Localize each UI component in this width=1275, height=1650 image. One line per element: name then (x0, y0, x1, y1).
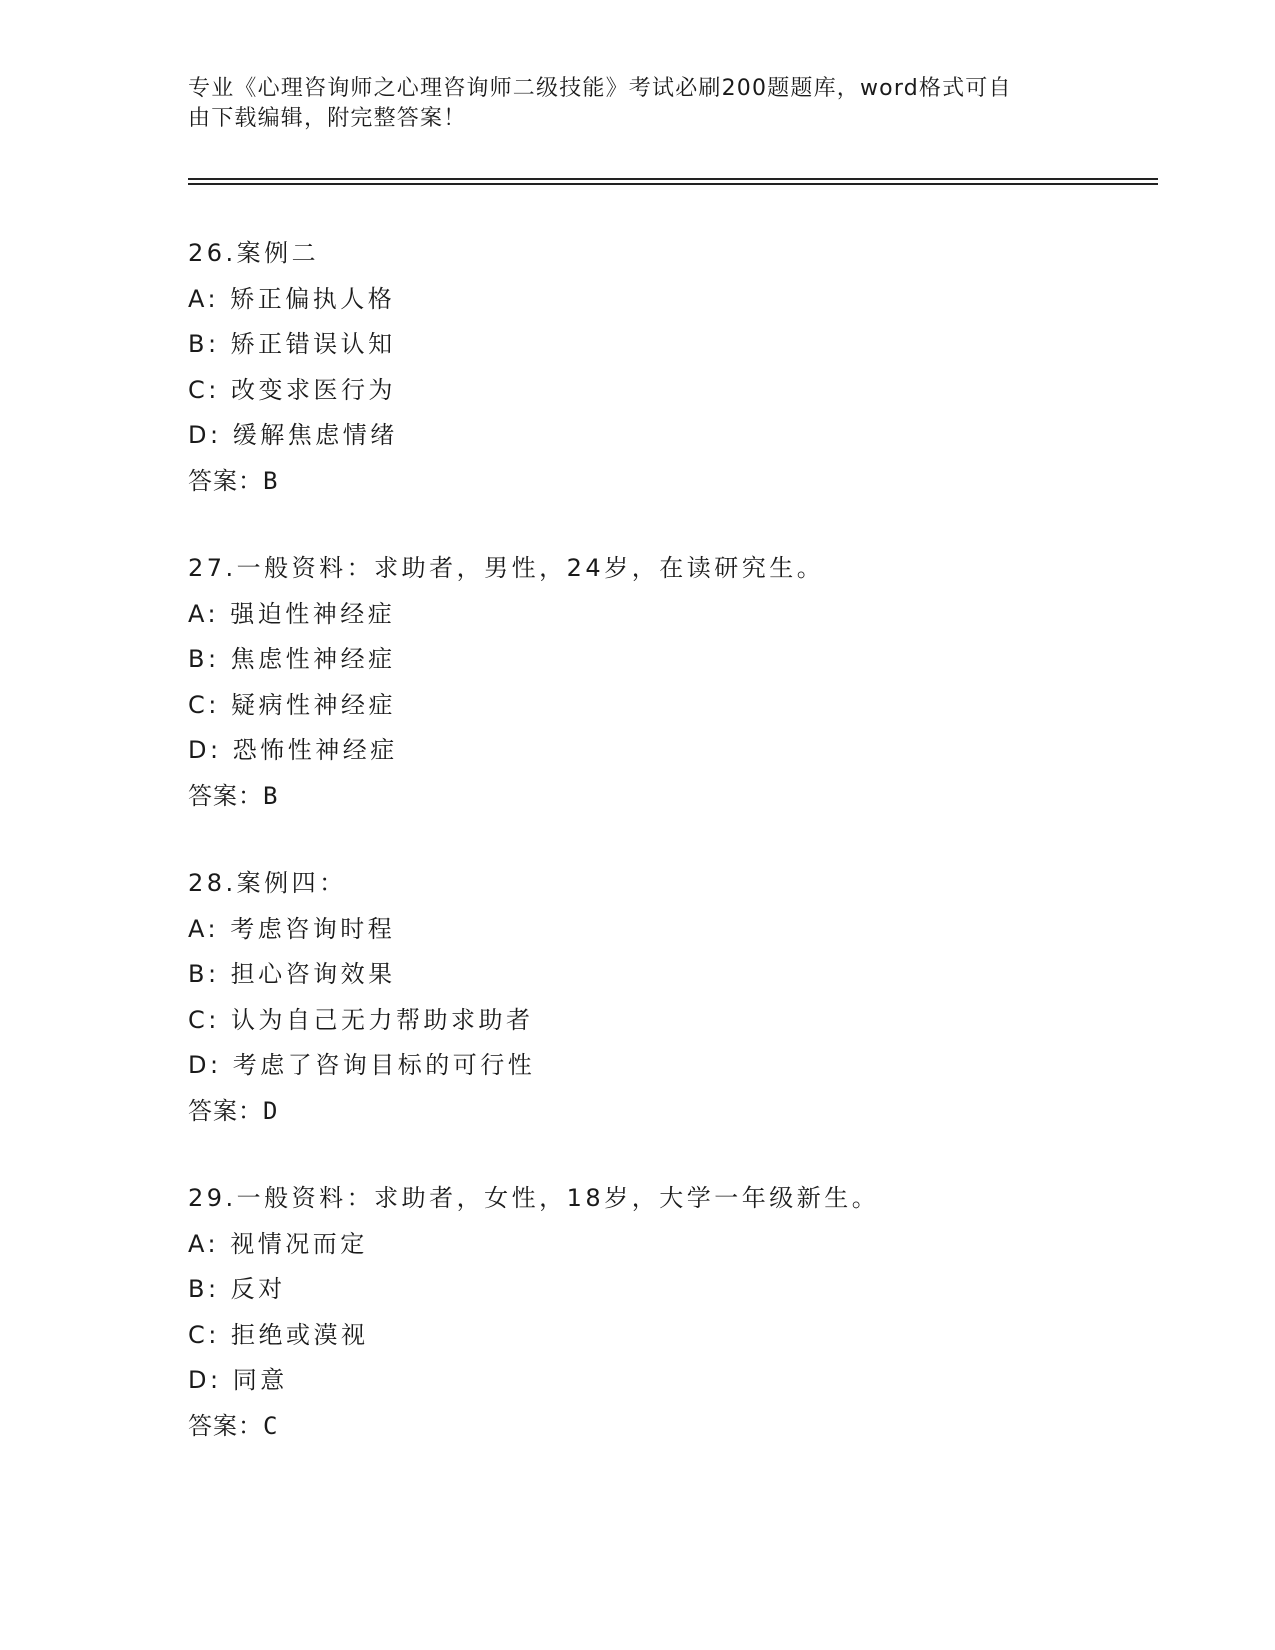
option-a: A: 强迫性神经症 (188, 599, 396, 628)
answer: 答案：B (188, 781, 279, 810)
answer: 答案：C (188, 1411, 279, 1440)
question-stem: 29.一般资料：求助者，女性，18岁，大学一年级新生。 (188, 1184, 880, 1212)
header-line-2: 由下载编辑，附完整答案！ (188, 106, 467, 131)
option-d: D: 缓解焦虑情绪 (188, 421, 398, 449)
option-a: A: 视情况而定 (188, 1229, 368, 1258)
option-c: C: 改变求医行为 (188, 375, 396, 404)
option-a: A: 考虑咨询时程 (188, 914, 396, 943)
document-header (188, 74, 1068, 134)
option-d: D: 恐怖性神经症 (188, 736, 398, 764)
header-divider-top (188, 178, 1158, 180)
question-stem: 26.案例二 (188, 239, 320, 267)
option-d: D: 同意 (188, 1366, 288, 1394)
option-b: B: 矫正错误认知 (188, 330, 396, 358)
question-stem: 27.一般资料：求助者，男性，24岁，在读研究生。 (188, 554, 825, 582)
answer: 答案：B (188, 466, 279, 495)
option-c: C: 拒绝或漠视 (188, 1320, 369, 1349)
question-stem: 28.案例四： (188, 869, 347, 897)
option-b: B: 担心咨询效果 (188, 960, 396, 988)
question-26 (188, 231, 1188, 504)
option-b: B: 反对 (188, 1275, 286, 1303)
header-line-1: 专业《心理咨询师之心理咨询师二级技能》考试必刷200题题库，word格式可自 (188, 76, 1012, 101)
option-d: D: 考虑了咨询目标的可行性 (188, 1051, 536, 1079)
option-c: C: 疑病性神经症 (188, 690, 396, 719)
header-divider-bottom (188, 183, 1158, 185)
question-28 (188, 861, 1188, 1134)
question-27 (188, 546, 1188, 819)
option-c: C: 认为自己无力帮助求助者 (188, 1005, 534, 1034)
question-29 (188, 1176, 1188, 1449)
option-b: B: 焦虑性神经症 (188, 645, 396, 673)
answer: 答案：D (188, 1096, 279, 1125)
option-a: A: 矫正偏执人格 (188, 284, 396, 313)
